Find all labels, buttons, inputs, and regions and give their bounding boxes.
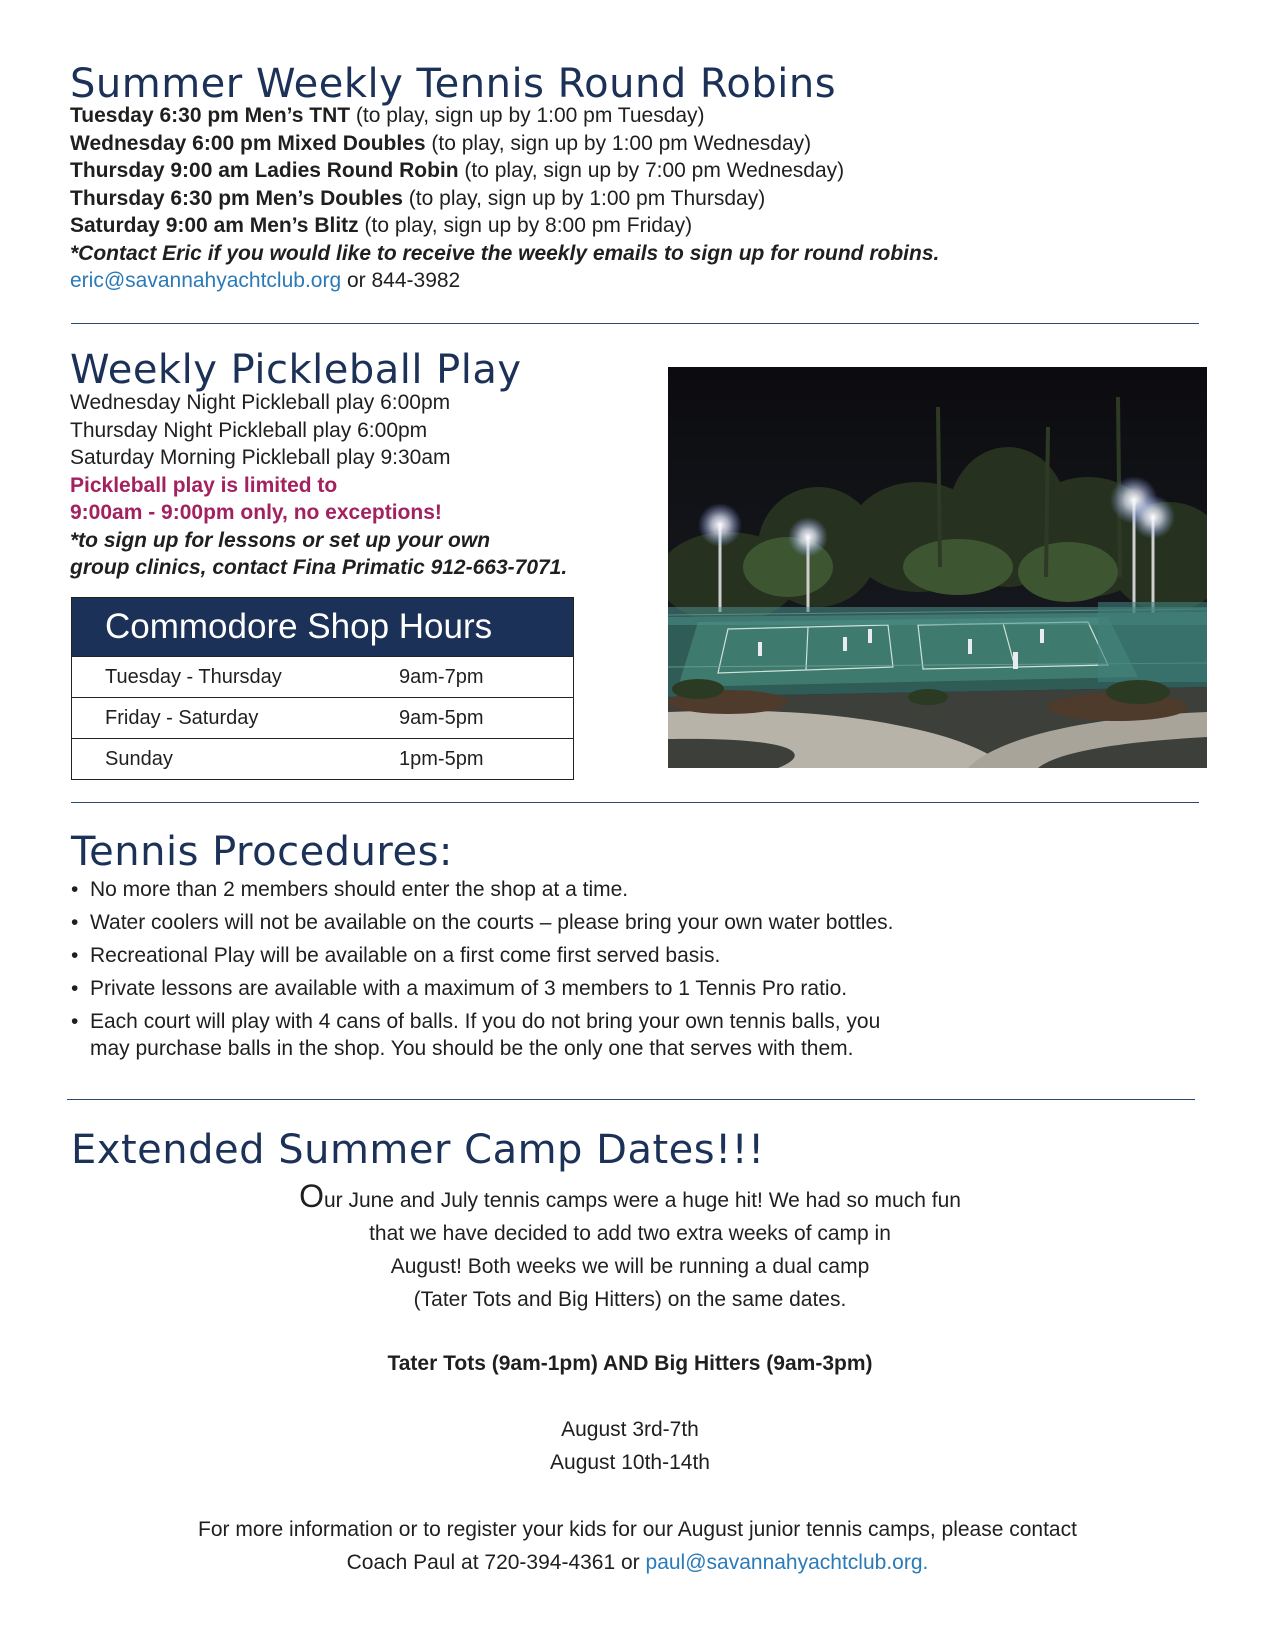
round-robins-list (70, 102, 939, 295)
round-robin-item: Saturday 9:00 am Men’s Blitz (to play, sign up by 8:00 pm Friday) (70, 214, 693, 237)
shop-hours-row (72, 657, 573, 698)
shop-hours-time: 9am-7pm (399, 666, 484, 688)
round-robins-title: Summer Weekly Tennis Round Robins (70, 61, 837, 107)
shop-hours-row (72, 698, 573, 739)
shop-hours-time: 1pm-5pm (399, 748, 484, 770)
paul-email-link[interactable]: paul@savannahyachtclub.org. (645, 1551, 929, 1574)
shop-hours-days: Friday - Saturday (105, 707, 259, 729)
bullet: • (71, 977, 79, 1000)
pickleball-details (70, 389, 567, 582)
pickleball-courts-photo (668, 367, 1207, 768)
eric-email-link[interactable]: eric@savannahyachtclub.org (70, 269, 342, 292)
camp-sessions: Tater Tots (9am-1pm) AND Big Hitters (9am-3pm) (387, 1352, 873, 1375)
round-robin-item: Wednesday 6:00 pm Mixed Doubles (to play, sign up by 1:00 pm Wednesday) (70, 131, 812, 155)
camp-line: that we have decided to add two extra weeks of camp in (369, 1222, 891, 1245)
round-robin-item: Thursday 6:30 pm Men’s Doubles (to play, sign up by 1:00 pm Thursday) (70, 186, 766, 210)
bullet: • (71, 878, 79, 901)
camp-contact-line: Coach Paul at 720-394-4361 or paul@savannahyachtclub.org. (346, 1551, 929, 1574)
bullet: • (71, 1010, 79, 1033)
camp-paragraph (130, 1180, 1130, 1316)
eric-phone: or 844-3982 (341, 269, 461, 292)
shop-hours-days: Tuesday - Thursday (105, 666, 282, 688)
drop-cap: O (299, 1178, 324, 1214)
shop-hours-table (71, 597, 574, 780)
divider (71, 323, 1199, 324)
camp-date: August 10th-14th (550, 1451, 710, 1474)
bullet: • (71, 911, 79, 934)
shop-hours-time: 9am-5pm (399, 707, 484, 729)
round-robin-contact (70, 267, 939, 295)
shop-hours-days: Sunday (105, 748, 173, 770)
round-robin-item: Thursday 9:00 am Ladies Round Robin (to play, sign up by 7:00 pm Wednesday) (70, 159, 845, 182)
pickleball-title: Weekly Pickleball Play (70, 347, 522, 393)
bullet: • (71, 944, 79, 967)
camp-contact (40, 1513, 1235, 1579)
procedure-item: • Private lessons are available with a maximum of 3 members to 1 Tennis Pro ratio. (71, 977, 848, 1000)
divider (67, 1099, 1195, 1100)
pickleball-limit: 9:00am - 9:00pm only, no exceptions! (70, 501, 442, 524)
pickleball-lessons: group clinics, contact Fina Primatic 912-663-7071. (70, 556, 568, 579)
procedures-list (71, 876, 1191, 1068)
shop-hours-title: Commodore Shop Hours (72, 598, 573, 657)
camp-line: Our June and July tennis camps were a huge hit! We had so much fun (299, 1178, 961, 1214)
round-robin-note: *Contact Eric if you would like to receive the weekly emails to sign up for round robins. (70, 241, 940, 265)
pickleball-limit: Pickleball play is limited to (70, 473, 338, 497)
camp-line: (Tater Tots and Big Hitters) on the same dates. (413, 1288, 847, 1311)
pickleball-lessons: *to sign up for lessons or set up your own (70, 528, 491, 552)
procedure-item: • Each court will play with 4 cans of balls. If you do not bring your own tennis balls, you may purchase balls in the shop. You should be the only one that serves with them. (71, 1010, 881, 1060)
procedure-item: • Recreational Play will be available on a first come first served basis. (71, 944, 721, 967)
camp-line: August! Both weeks we will be running a dual camp (390, 1255, 870, 1278)
camp-date: August 3rd-7th (561, 1418, 699, 1441)
camp-title: Extended Summer Camp Dates!!! (71, 1127, 765, 1173)
camp-contact-line: For more information or to register your kids for our August junior tennis camps, please contact (198, 1518, 1077, 1541)
procedure-item: • Water coolers will not be available on the courts – please bring your own water bottles. (71, 911, 894, 934)
shop-hours-row (72, 739, 573, 779)
pickleball-line: Saturday Morning Pickleball play 9:30am (70, 446, 451, 469)
round-robin-item: Tuesday 6:30 pm Men’s TNT (to play, sign up by 1:00 pm Tuesday) (70, 104, 705, 127)
procedure-item: • No more than 2 members should enter the shop at a time. (71, 878, 629, 901)
pickleball-line: Wednesday Night Pickleball play 6:00pm (70, 391, 451, 414)
camp-dates (130, 1413, 1130, 1479)
pickleball-line: Thursday Night Pickleball play 6:00pm (70, 418, 428, 442)
divider (71, 802, 1199, 803)
procedures-title: Tennis Procedures: (71, 829, 453, 875)
